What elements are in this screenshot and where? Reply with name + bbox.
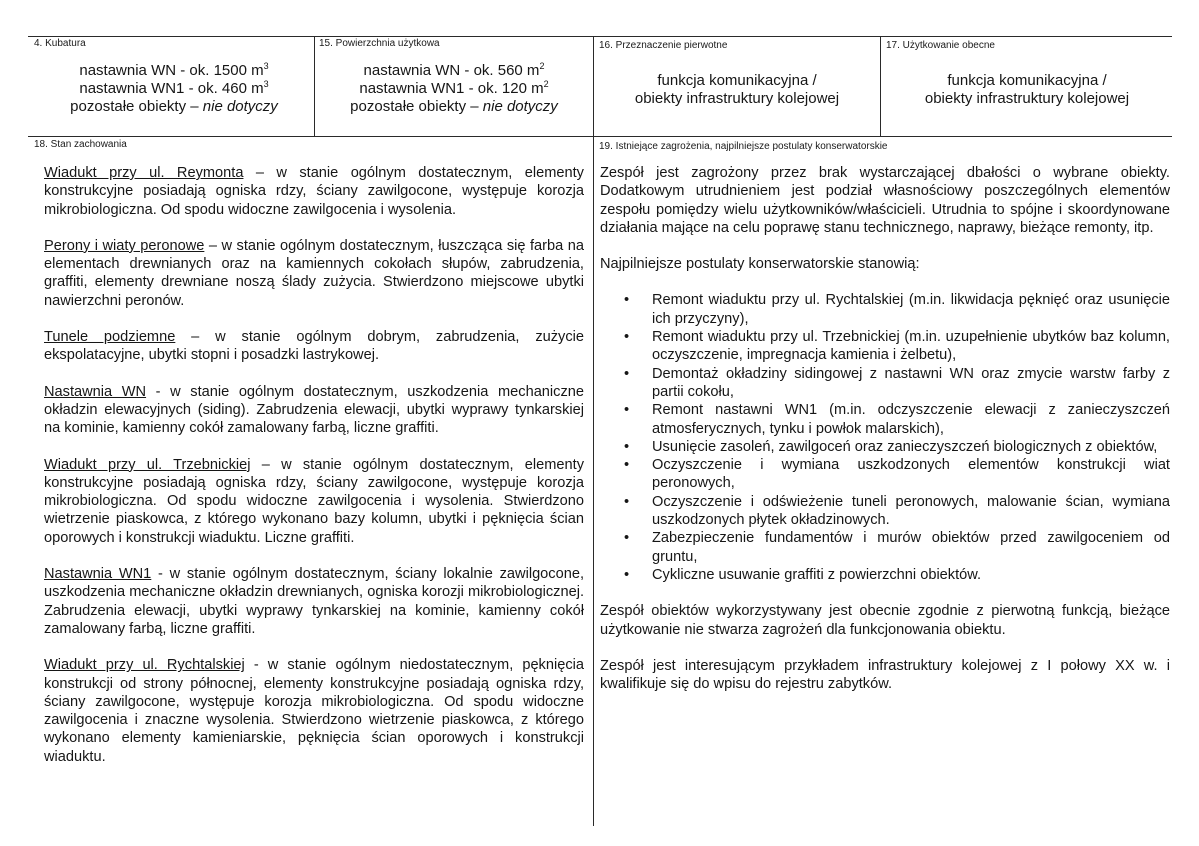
stan-item-title: Perony i wiaty peronowe [44, 237, 205, 254]
stan-item [44, 237, 584, 310]
row-divider [28, 136, 1172, 137]
stan-item-title: Nastawnia WN1 [44, 566, 152, 583]
stan-item-title: Wiadukt przy ul. Rychtalskiej [44, 657, 245, 674]
powierzchnia-values: nastawnia WN - ok. 560 $m^2$ nastawnia WN1 - ok. 120 $m^2$ pozostałe obiekty – nie dotyczy [350, 61, 558, 115]
bullet-icon: • [624, 365, 630, 382]
list-item: • Remont wiaduktu przy ul. Trzebnickiej (m.in. uzupełnienie ubytków baz kolumn, oczyszczenie, impregnacja kamienia i żelbetu), [624, 329, 1170, 364]
zagrozenia-label: 19. Istniejące zagrożenia, najpilniejsze postulaty konserwatorskie [599, 141, 888, 152]
postulaty-heading: Najpilniejsze postulaty konserwatorskie stanowią: [600, 256, 920, 273]
stan-item-title: Wiadukt przy ul. Reymonta [44, 165, 244, 181]
zagrozenia-content [600, 164, 1170, 693]
bullet-icon: • [624, 493, 630, 510]
stan-item-text: – w stanie ogólnym dobrym, zabrudzenia, zużycie ekspolatacyjne, ubytki stopni i posadzki lastrykowej. [44, 329, 584, 364]
stan-item [44, 164, 584, 219]
stan-item-text: – w stanie ogólnym dostatecznym, łuszcząca się farba na elementach drewnianych oraz na kamiennych cokołach słupów, zabrudzenia, graffiti, elementy drewniane noszą ślady zużycia. Stwierdzono miejscowe ubytki nawierzchni peronów. [44, 237, 584, 309]
list-item: • Usunięcie zasoleń, zawilgoceń oraz zanieczyszczeń biologicznych z obiektów, [624, 438, 1158, 455]
column-divider-2 [593, 36, 594, 826]
stan-item-title: Tunele podziemne [44, 329, 176, 346]
stan-item-text: - w stanie ogólnym dostatecznym, ściany lokalnie zawilgocone, uszkodzenia mechaniczne okładzin drewnianych, ogniska korozji mikrobiologicznej. Zabrudzenia elewacji, ubytki wyprawy tynkarskiej na kominie, kamienny cokół zamalowany farbą, liczne graffiti. [44, 566, 584, 637]
stan-item-text: - w stanie ogólnym dostatecznym, uszkodzenia mechaniczne okładzin elewacyjnych (siding). Zabrudzenia elewacji, ubytki wyprawy tynkarskiej na kominie, kamienny cokół zamalowany farbą, liczne graffiti. [44, 383, 584, 437]
list-item: • Remont wiaduktu przy ul. Rychtalskiej (m.in. likwidacja pęknięć oraz usunięcie ich przyczyny), [624, 292, 1170, 327]
stan-item [44, 456, 584, 547]
uzytkowanie-label: 17. Użytkowanie obecne [886, 40, 995, 51]
przeznaczenie-label: 16. Przeznaczenie pierwotne [599, 40, 728, 51]
list-item: • Oczyszczenie i wymiana uszkodzonych elementów konstrukcji wiat peronowych, [624, 457, 1170, 492]
stan-zachowania-content [44, 164, 584, 766]
bullet-icon: • [624, 530, 630, 547]
column-divider-3 [880, 36, 881, 136]
powierzchnia-label: 15. Powierzchnia użytkowa [319, 38, 440, 49]
stan-item-text: – w stanie ogólnym dostatecznym, elementy konstrukcyjne posiadają ogniska rdzy, ściany zawilgocone, występuje korozja mikrobiologiczna. Od spodu widoczne zawilgocenia i wysolenia. [44, 165, 584, 218]
list-item: • Oczyszczenie i odświeżenie tuneli peronowych, malowanie ścian, wymiana uszkodzonych płytek okładzinowych. [624, 493, 1170, 529]
stan-item-text: - w stanie ogólnym niedostatecznym, pęknięcia konstrukcji od strony północnej, elementy konstrukcyjne posiadają ogniska rdzy, ściany zawilgocone, występuje korozja mikrobiologiczna. Od spodu widoczne zawilgocenia i znaczne wysolenia. Stwierdzono wietrzenie piaskowca, z którego wykonano elementy kamieniarskie, pęknięcia ścian oporowych i konstrukcji wiaduktu. [44, 657, 584, 765]
przeznaczenie-values: funkcja komunikacyjna / obiekty infrastruktury kolejowej [634, 72, 840, 107]
stan-item-title: Nastawnia WN [44, 383, 147, 400]
stan-item [44, 565, 584, 638]
bullet-icon: • [624, 566, 630, 583]
stan-zachowania-label: 18. Stan zachowania [34, 139, 127, 150]
bullet-icon: • [624, 438, 630, 455]
stan-item-text: – w stanie ogólnym dostatecznym, elementy konstrukcyjne posiadają ogniska rdzy, ściany zawilgocone, występuje korozja mikrobiologiczna. Od spodu widoczne zawilgocenia i wysolenia. Stwierdzono wietrzenie piaskowca, z którego wykonano bazy kolumn, ubytki i pęknięcia ścian oporowych i konstrukcji wiaduktu. Liczne graffiti. [44, 456, 584, 546]
stan-item-title: Wiadukt przy ul. Trzebnickiej [44, 456, 251, 473]
bullet-icon: • [624, 292, 630, 309]
zagrozenia-closing-2: Zespół jest interesującym przykładem infrastruktury kolejowej z I połowy XX w. i kwalifikuje się do wpisu do rejestru zabytków. [600, 657, 1170, 693]
list-item: • Remont nastawni WN1 (m.in. odczyszczenie elewacji z zanieczyszczeń atmosferycznych, tynku i powłok malarskich), [624, 402, 1170, 437]
list-item: • Cykliczne usuwanie graffiti z powierzchni obiektów. [624, 566, 982, 583]
kubatura-label: 4. Kubatura [34, 38, 86, 49]
zagrozenia-intro: Zespół jest zagrożony przez brak wystarczającej dbałości o wybrane obiekty. Dodatkowym utrudnieniem jest podział własnościowy poszczególnych elementów zespołu pomiędzy wielu użytkowników/właścicieli. Utrudnia to spójne i skoordynowane działania mające na celu poprawę stanu technicznego, naprawy, bieżące remonty, itp. [600, 165, 1170, 236]
list-item: • Zabezpieczenie fundamentów i murów obiektów przed zawilgoceniem od gruntu, [624, 530, 1170, 565]
uzytkowanie-values: funkcja komunikacyjna / obiekty infrastruktury kolejowej [924, 72, 1130, 107]
bullet-icon: • [624, 457, 630, 474]
column-divider-1 [314, 36, 315, 136]
table-top-border [28, 36, 1172, 37]
bullet-icon: • [624, 402, 630, 419]
kubatura-values: nastawnia WN - ok. 1500 $m^3$ nastawnia WN1 - ok. 460 $m^3$ pozostałe obiekty – nie dotyczy [70, 61, 278, 115]
stan-item [44, 383, 584, 438]
bullet-icon: • [624, 329, 630, 346]
postulaty-list [600, 291, 1170, 584]
list-item: • Demontaż okładziny sidingowej z nastawni WN oraz zmycie warstw farby z partii cokołu, [624, 365, 1170, 400]
stan-item [44, 656, 584, 766]
stan-item [44, 328, 584, 365]
zagrozenia-closing-1: Zespół obiektów wykorzystywany jest obecnie zgodnie z pierwotną funkcją, bieżące użytkowanie nie stwarza zagrożeń dla funkcjonowania obiektu. [600, 603, 1170, 638]
